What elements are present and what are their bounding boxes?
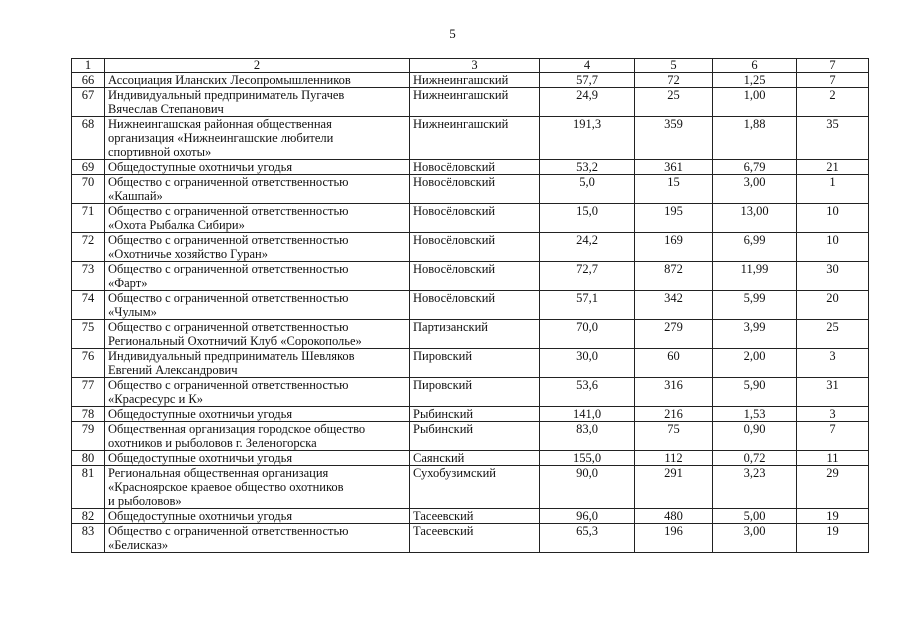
district-cell: Сухобузимский	[410, 466, 540, 509]
column-6-cell: 1,88	[713, 117, 797, 160]
organization-name-cell	[105, 349, 410, 378]
district-cell: Тасеевский	[410, 509, 540, 524]
column-6-cell: 1,53	[713, 407, 797, 422]
row-number-cell: 69	[72, 160, 105, 175]
row-number-cell: 70	[72, 175, 105, 204]
organization-name-line: «Красресурс и К»	[108, 392, 204, 406]
column-7-cell: 20	[797, 291, 869, 320]
column-6-cell: 1,25	[713, 73, 797, 88]
organization-name-cell	[105, 509, 410, 524]
organization-name-line: Общество с ограниченной ответственностью	[108, 233, 349, 247]
table-row	[72, 320, 869, 349]
column-5-cell: 216	[635, 407, 713, 422]
table-row	[72, 175, 869, 204]
column-4-cell: 57,7	[540, 73, 635, 88]
table-row	[72, 524, 869, 553]
column-6-cell: 5,99	[713, 291, 797, 320]
organization-name-line: «Белисказ»	[108, 538, 169, 552]
district-cell: Нижнеингашский	[410, 117, 540, 160]
column-7-cell: 3	[797, 407, 869, 422]
organization-name-cell	[105, 291, 410, 320]
district-cell: Пировский	[410, 349, 540, 378]
column-5-cell: 195	[635, 204, 713, 233]
column-4-cell: 90,0	[540, 466, 635, 509]
organization-name-line: Региональный Охотничий Клуб «Сорокополье»	[108, 334, 362, 348]
column-5-cell: 316	[635, 378, 713, 407]
organization-name-line: Индивидуальный предприниматель Пугачев	[108, 88, 345, 102]
column-5-cell: 342	[635, 291, 713, 320]
row-number-cell: 74	[72, 291, 105, 320]
organization-name-line: Общество с ограниченной ответственностью	[108, 524, 349, 538]
organization-name-line: «Фарт»	[108, 276, 148, 290]
organization-name-line: «Красноярское краевое общество охотников	[108, 480, 344, 494]
column-4-cell: 72,7	[540, 262, 635, 291]
header-cell: 5	[635, 59, 713, 73]
table-row	[72, 88, 869, 117]
district-cell: Новосёловский	[410, 262, 540, 291]
column-5-cell: 361	[635, 160, 713, 175]
column-6-cell: 3,23	[713, 466, 797, 509]
organization-name-cell	[105, 73, 410, 88]
column-4-cell: 57,1	[540, 291, 635, 320]
column-5-cell: 169	[635, 233, 713, 262]
organization-name-line: Общество с ограниченной ответственностью	[108, 320, 349, 334]
organization-name-line: организация «Нижнеингашские любители	[108, 131, 334, 145]
row-number-cell: 73	[72, 262, 105, 291]
column-6-cell: 11,99	[713, 262, 797, 291]
column-7-cell: 21	[797, 160, 869, 175]
column-4-cell: 15,0	[540, 204, 635, 233]
district-cell: Нижнеингашский	[410, 88, 540, 117]
district-cell: Новосёловский	[410, 291, 540, 320]
column-5-cell: 75	[635, 422, 713, 451]
organization-name-line: Общедоступные охотничьи угодья	[108, 407, 293, 421]
organization-name-cell	[105, 451, 410, 466]
column-5-cell: 359	[635, 117, 713, 160]
column-7-cell: 2	[797, 88, 869, 117]
organization-name-cell	[105, 378, 410, 407]
column-4-cell: 53,2	[540, 160, 635, 175]
organization-name-cell	[105, 117, 410, 160]
district-cell: Новосёловский	[410, 233, 540, 262]
organization-name-line: Индивидуальный предприниматель Шевляков	[108, 349, 355, 363]
organization-name-line: Ассоциация Иланских Лесопромышленников	[108, 73, 351, 87]
column-7-cell: 10	[797, 204, 869, 233]
table-row	[72, 73, 869, 88]
organization-name-line: «Охотничье хозяйство Гуран»	[108, 247, 268, 261]
district-cell: Тасеевский	[410, 524, 540, 553]
column-6-cell: 13,00	[713, 204, 797, 233]
organization-name-cell	[105, 524, 410, 553]
column-5-cell: 25	[635, 88, 713, 117]
organization-name-cell	[105, 466, 410, 509]
organization-name-cell	[105, 407, 410, 422]
organization-name-cell	[105, 320, 410, 349]
row-number-cell: 68	[72, 117, 105, 160]
organization-name-line: Общество с ограниченной ответственностью	[108, 175, 349, 189]
row-number-cell: 81	[72, 466, 105, 509]
district-cell: Новосёловский	[410, 175, 540, 204]
column-4-cell: 155,0	[540, 451, 635, 466]
row-number-cell: 82	[72, 509, 105, 524]
table-row	[72, 509, 869, 524]
row-number-cell: 67	[72, 88, 105, 117]
row-number-cell: 77	[72, 378, 105, 407]
table-row	[72, 233, 869, 262]
table-row	[72, 466, 869, 509]
column-5-cell: 15	[635, 175, 713, 204]
row-number-cell: 72	[72, 233, 105, 262]
header-cell: 3	[410, 59, 540, 73]
organization-name-line: охотников и рыболовов г. Зеленогорска	[108, 436, 317, 450]
organization-name-cell	[105, 160, 410, 175]
organization-name-line: Общедоступные охотничьи угодья	[108, 160, 293, 174]
column-6-cell: 0,90	[713, 422, 797, 451]
district-cell: Рыбинский	[410, 422, 540, 451]
organization-name-line: Общественная организация городское общество	[108, 422, 366, 436]
column-4-cell: 30,0	[540, 349, 635, 378]
header-row	[72, 59, 869, 73]
column-6-cell: 5,90	[713, 378, 797, 407]
organization-name-line: Региональная общественная организация	[108, 466, 329, 480]
organization-name-line: Нижнеингашская районная общественная	[108, 117, 332, 131]
column-6-cell: 2,00	[713, 349, 797, 378]
header-cell: 1	[72, 59, 105, 73]
table-row	[72, 117, 869, 160]
organization-name-line: Общество с ограниченной ответственностью	[108, 291, 349, 305]
row-number-cell: 76	[72, 349, 105, 378]
column-6-cell: 1,00	[713, 88, 797, 117]
column-5-cell: 72	[635, 73, 713, 88]
organization-name-line: «Кашпай»	[108, 189, 163, 203]
organization-name-cell	[105, 88, 410, 117]
district-cell: Саянский	[410, 451, 540, 466]
column-4-cell: 141,0	[540, 407, 635, 422]
column-4-cell: 83,0	[540, 422, 635, 451]
column-4-cell: 96,0	[540, 509, 635, 524]
table-row	[72, 422, 869, 451]
organization-name-cell	[105, 175, 410, 204]
column-4-cell: 24,9	[540, 88, 635, 117]
column-4-cell: 24,2	[540, 233, 635, 262]
column-6-cell: 5,00	[713, 509, 797, 524]
organization-name-line: Общество с ограниченной ответственностью	[108, 378, 349, 392]
table-row	[72, 349, 869, 378]
column-7-cell: 10	[797, 233, 869, 262]
organization-name-line: спортивной охоты»	[108, 145, 212, 159]
column-7-cell: 30	[797, 262, 869, 291]
column-6-cell: 6,79	[713, 160, 797, 175]
organization-name-line: Общедоступные охотничьи угодья	[108, 509, 293, 523]
organization-name-cell	[105, 262, 410, 291]
column-7-cell: 35	[797, 117, 869, 160]
district-cell: Нижнеингашский	[410, 73, 540, 88]
organization-name-line: Общество с ограниченной ответственностью	[108, 262, 349, 276]
data-table	[71, 58, 869, 553]
row-number-cell: 78	[72, 407, 105, 422]
column-7-cell: 25	[797, 320, 869, 349]
row-number-cell: 79	[72, 422, 105, 451]
column-5-cell: 196	[635, 524, 713, 553]
column-4-cell: 191,3	[540, 117, 635, 160]
district-cell: Новосёловский	[410, 204, 540, 233]
row-number-cell: 66	[72, 73, 105, 88]
column-7-cell: 19	[797, 524, 869, 553]
row-number-cell: 80	[72, 451, 105, 466]
column-5-cell: 60	[635, 349, 713, 378]
column-5-cell: 872	[635, 262, 713, 291]
column-7-cell: 7	[797, 422, 869, 451]
table-row	[72, 262, 869, 291]
table-row	[72, 160, 869, 175]
column-6-cell: 0,72	[713, 451, 797, 466]
organization-name-cell	[105, 204, 410, 233]
row-number-cell: 71	[72, 204, 105, 233]
column-7-cell: 29	[797, 466, 869, 509]
column-7-cell: 31	[797, 378, 869, 407]
column-7-cell: 7	[797, 73, 869, 88]
column-6-cell: 3,00	[713, 524, 797, 553]
organization-name-cell	[105, 422, 410, 451]
header-cell: 7	[797, 59, 869, 73]
organization-name-line: Евгений Александрович	[108, 363, 238, 377]
district-cell: Новосёловский	[410, 160, 540, 175]
page-number: 5	[449, 26, 456, 41]
table-row	[72, 291, 869, 320]
organization-name-line: «Охота Рыбалка Сибири»	[108, 218, 245, 232]
table-row	[72, 204, 869, 233]
column-5-cell: 480	[635, 509, 713, 524]
column-5-cell: 279	[635, 320, 713, 349]
district-cell: Пировский	[410, 378, 540, 407]
table-row	[72, 451, 869, 466]
district-cell: Рыбинский	[410, 407, 540, 422]
organization-name-line: Общество с ограниченной ответственностью	[108, 204, 349, 218]
column-4-cell: 53,6	[540, 378, 635, 407]
column-7-cell: 19	[797, 509, 869, 524]
organization-name-cell	[105, 233, 410, 262]
district-cell: Партизанский	[410, 320, 540, 349]
column-6-cell: 3,00	[713, 175, 797, 204]
table-row	[72, 378, 869, 407]
organization-name-line: «Чулым»	[108, 305, 157, 319]
organization-name-line: Вячеслав Степанович	[108, 102, 224, 116]
header-cell: 4	[540, 59, 635, 73]
column-6-cell: 6,99	[713, 233, 797, 262]
organization-name-line: и рыболовов»	[108, 494, 182, 508]
header-cell: 6	[713, 59, 797, 73]
column-7-cell: 1	[797, 175, 869, 204]
column-4-cell: 65,3	[540, 524, 635, 553]
table-row	[72, 407, 869, 422]
row-number-cell: 83	[72, 524, 105, 553]
column-4-cell: 70,0	[540, 320, 635, 349]
column-6-cell: 3,99	[713, 320, 797, 349]
column-7-cell: 3	[797, 349, 869, 378]
column-5-cell: 291	[635, 466, 713, 509]
row-number-cell: 75	[72, 320, 105, 349]
column-5-cell: 112	[635, 451, 713, 466]
column-4-cell: 5,0	[540, 175, 635, 204]
column-7-cell: 11	[797, 451, 869, 466]
organization-name-line: Общедоступные охотничьи угодья	[108, 451, 293, 465]
header-cell: 2	[105, 59, 410, 73]
